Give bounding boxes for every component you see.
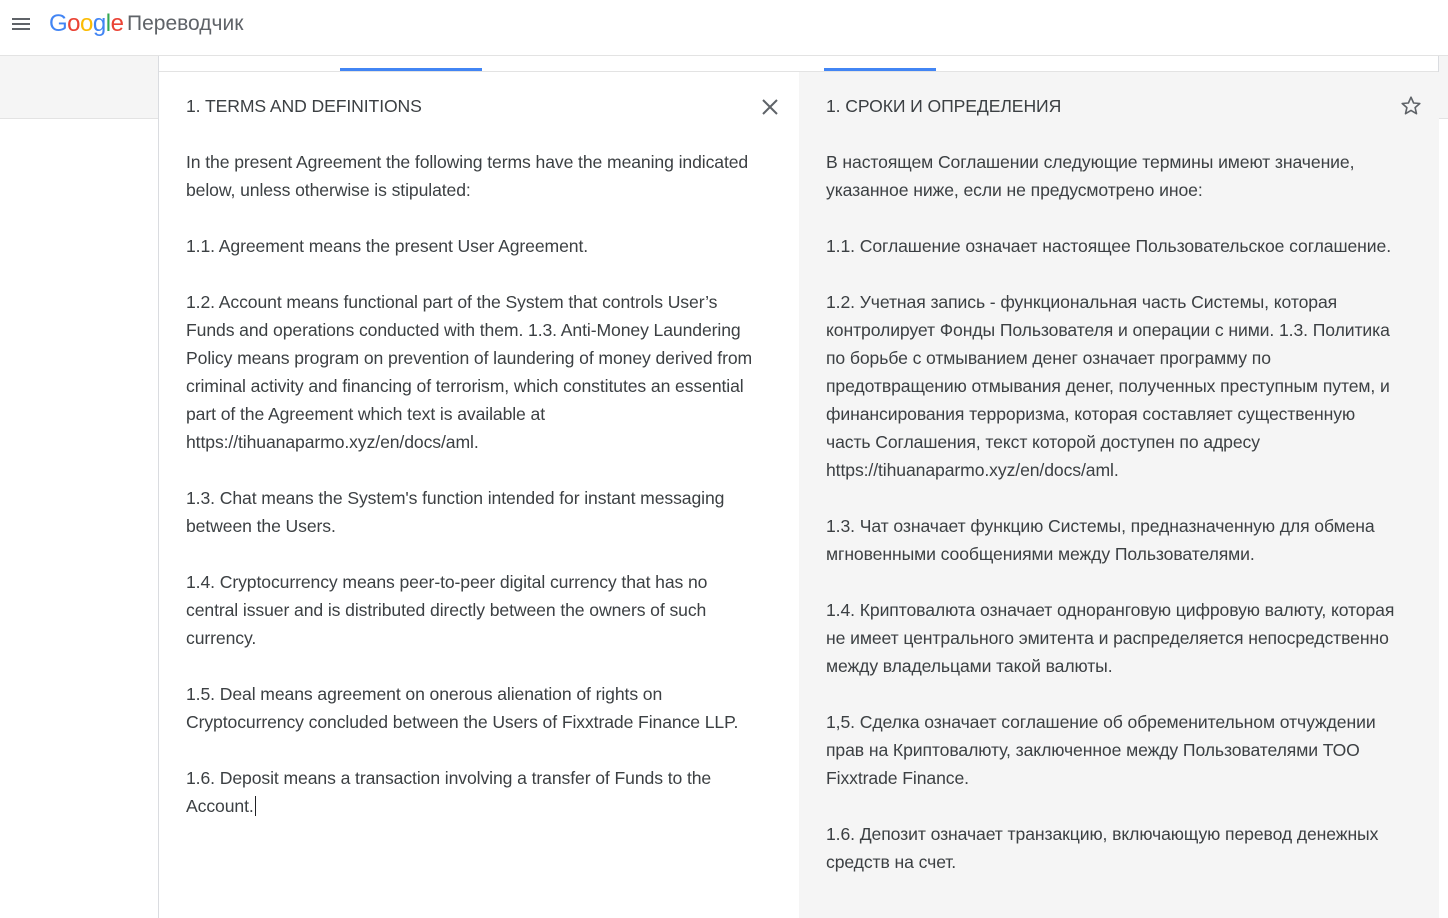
source-paragraph: In the present Agreement the following terms have the meaning indicated below, unless otherwise is stipulated: [186,152,753,200]
app-name[interactable]: Переводчик [127,12,244,35]
star-outline-icon[interactable] [1399,94,1423,118]
target-paragraph: 1.6. Депозит означает транзакцию, включающую перевод денежных средств на счет. [826,824,1384,872]
logo-letter: g [92,10,106,37]
background-strip [0,56,158,119]
source-paragraph: 1. TERMS AND DEFINITIONS [186,96,422,116]
target-paragraph: 1. СРОКИ И ОПРЕДЕЛЕНИЯ [826,96,1062,116]
source-paragraph: 1.5. Deal means agreement on onerous alienation of rights on Cryptocurrency concluded between the Users of Fixxtrade Finance LLP. [186,684,739,732]
source-paragraph-last [186,764,761,820]
background-strip-right [1438,56,1448,119]
google-logo[interactable] [49,9,123,39]
target-paragraph: 1.3. Чат означает функцию Системы, предназначенную для обмена мгновенными сообщениями между Пользователями. [826,516,1380,564]
source-paragraph: 1.2. Account means functional part of the System that controls User’s Funds and operations conducted with them. 1.3. Anti-Money Laundering Policy means program on prevention of laundering of money derived from criminal activity and financing of terrorism, which constitutes an essential part of the Agreement which text is available at https://tihuanaparmo.xyz/en/docs/aml. [186,292,757,452]
logo-letter: o [67,10,81,37]
target-paragraph: 1,5. Сделка означает соглашение об обременительном отчуждении прав на Криптовалюту, заключенное между Пользователями ТОО Fixxtrade Finance. [826,712,1381,788]
logo-letter: e [110,10,124,37]
close-icon[interactable] [759,96,781,118]
logo-letter: o [80,10,93,37]
target-paragraph: В настоящем Соглашении следующие термины имеют значение, указанное ниже, если не предусмотрено иное: [826,152,1360,200]
source-paragraph: 1.4. Cryptocurrency means peer-to-peer digital currency that has no central issuer and is distributed directly between the owners of such currency. [186,572,713,648]
source-paragraph-text: 1.6. Deposit means a transaction involving a transfer of Funds to the Account. [186,768,715,816]
logo-letter: G [49,10,68,37]
source-paragraph: 1.3. Chat means the System's function intended for instant messaging between the Users. [186,488,730,536]
text-cursor [255,796,256,816]
logo-letter: l [105,10,111,37]
hamburger-menu-icon[interactable] [10,13,32,35]
target-paragraph: 1.4. Криптовалюта означает одноранговую цифровую валюту, которая не имеет центрального эмитента и распределяется непосредственно между владельцами такой валюты. [826,600,1400,676]
target-paragraph: 1.1. Соглашение означает настоящее Пользовательское соглашение. [826,236,1391,256]
translation-text [826,92,1400,876]
target-language-tab-indicator[interactable] [824,68,936,71]
source-textarea[interactable] [186,92,761,820]
top-app-bar [0,0,1448,56]
target-paragraph: 1.2. Учетная запись - функциональная часть Системы, которая контролирует Фонды Пользователя и операции с ними. 1.3. Политика по борьбе с отмыванием денег означает программу по предотвращению отмывания денег, полученных преступным путем, и финансирования терроризма, которая составляет существенную часть Соглашения, текст которой доступен по адресу https://tihuanaparmo.xyz/en/docs/aml. [826,292,1395,480]
source-text-pane[interactable] [159,72,799,918]
translation-card [158,56,1439,918]
translation-pane [799,72,1439,918]
source-paragraph: 1.1. Agreement means the present User Agreement. [186,236,589,256]
source-language-tab-indicator[interactable] [340,68,482,71]
